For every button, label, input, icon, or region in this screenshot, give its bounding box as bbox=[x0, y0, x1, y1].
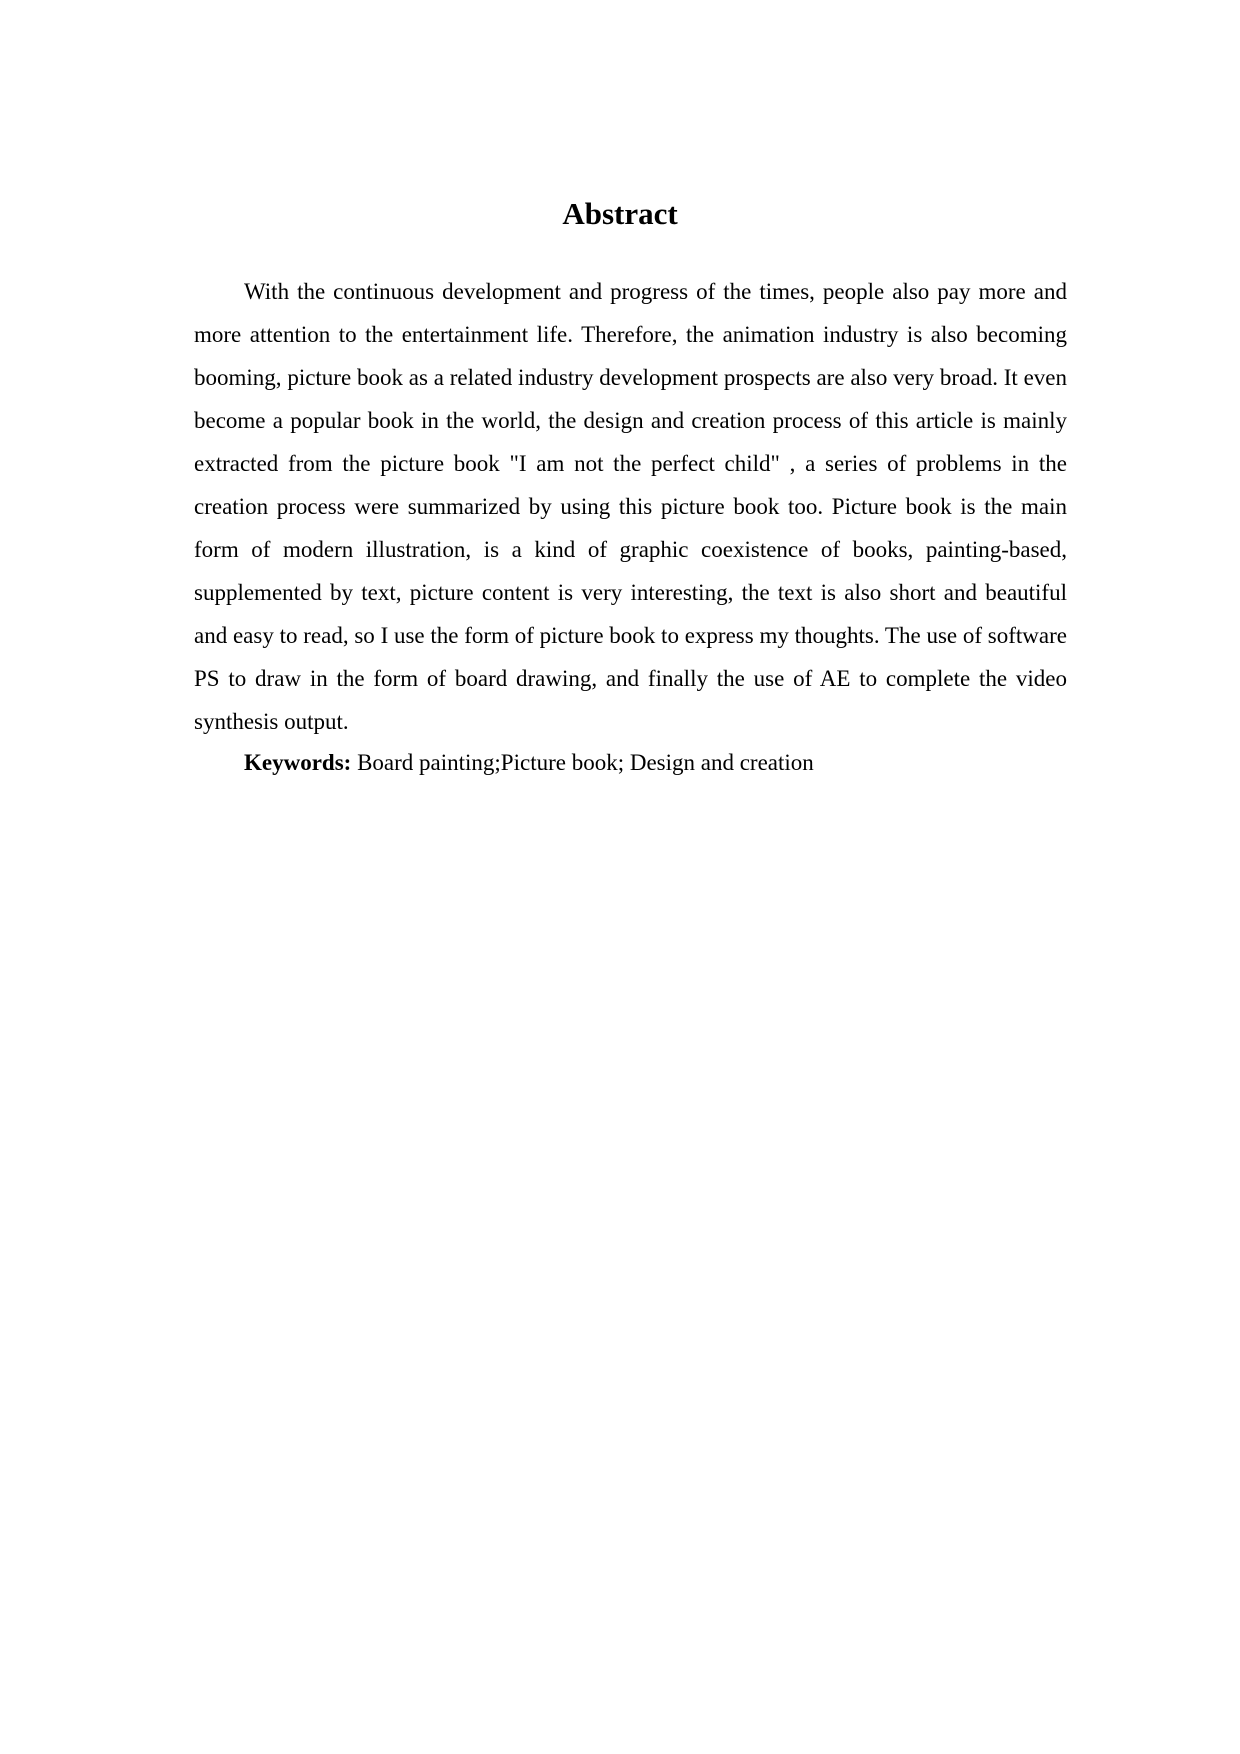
keywords-label: Keywords: bbox=[244, 750, 352, 775]
abstract-paragraph: With the continuous development and progress of the times, people also pay more and more attention to the entertainment life. Therefore, the animation industry is also becoming booming, picture book as a related industry development prospects are also very broad. It even become a popular book in the world, the design and creation process of this article is mainly extracted from the picture book "I am not the perfect child" , a series of problems in the creation process were summarized by using this picture book too. Picture book is the main form of modern illustration, is a kind of graphic coexistence of books, painting-based, supplemented by text, picture content is very interesting, the text is also short and beautiful and easy to read, so I use the form of picture book to express my thoughts. The use of software PS to draw in the form of board drawing, and finally the use of AE to complete the video synthesis output. bbox=[194, 279, 1067, 734]
page-title: Abstract bbox=[562, 196, 678, 231]
keywords-value: Board painting;Picture book; Design and creation bbox=[357, 750, 814, 775]
keywords-line bbox=[244, 741, 814, 784]
